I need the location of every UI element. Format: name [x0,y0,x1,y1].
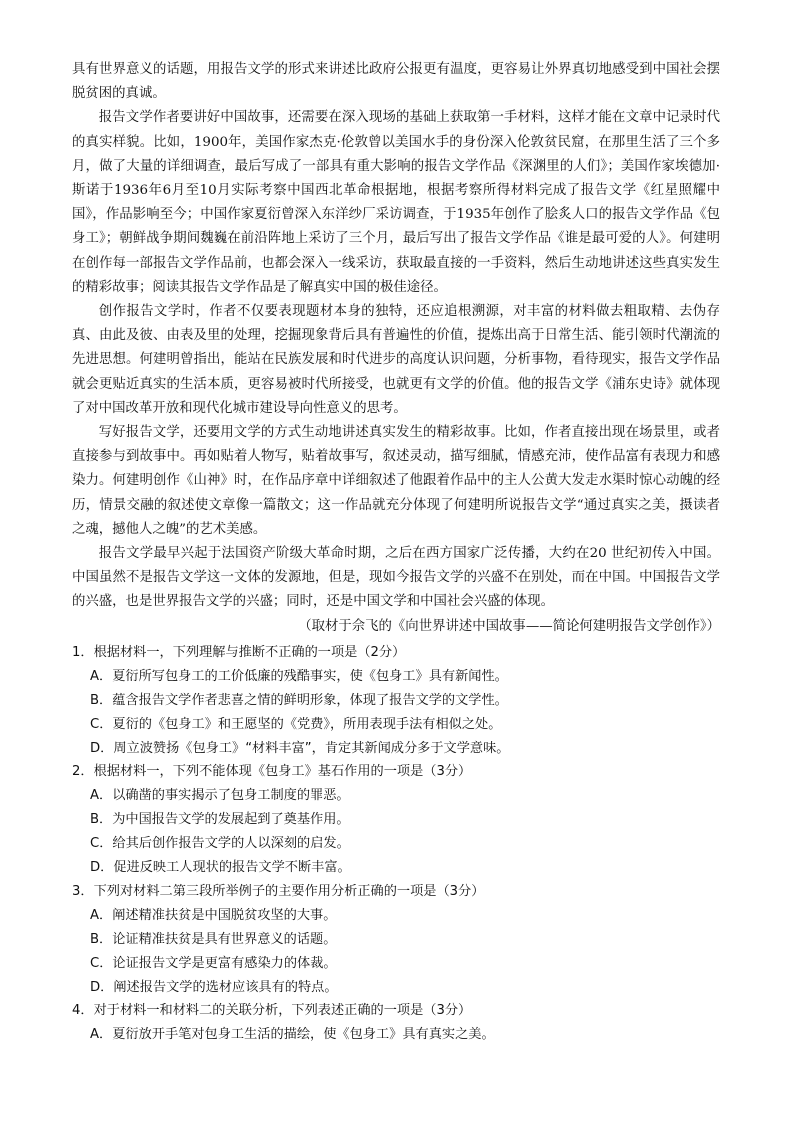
question-3 [72,880,720,1000]
option-c: C．给其后创作报告文学的人以深刻的启发。 [90,836,350,852]
option-a: A．以确凿的事实揭示了包身工制度的罪恶。 [90,788,350,804]
question-list [72,641,720,1047]
passage-paragraph-3: 创作报告文学时，作者不仅要表现题材本身的独特，还应追根溯源，对丰富的材料做去粗取精、去伪存真、由此及彼、由表及里的处理，挖掘现象背后具有普遍性的价值，提炼出高于日常生活、能引领时代潮流的先进思想。何建明曾指出，能站在民族发展和时代进步的高度认识问题，分析事物，看待现实，报告文学作品就会更贴近真实的生活本质，更容易被时代所接受，也就更有文学的价值。他的报告文学《浦东史诗》就体现了对中国改革开放和现代化城市建设导向性意义的思考。 [72,304,720,416]
option-c: C．论证报告文学是更富有感染力的体裁。 [90,955,337,971]
passage-source: （取材于佘飞的《向世界讲述中国故事——简论何建明报告文学创作》） [298,618,720,634]
option-b: B．论证精准扶贫是具有世界意义的话题。 [90,931,337,947]
question-stem: 2．根据材料一，下列不能体现《包身工》基石作用的一项是（3分） [72,764,472,780]
question-4 [72,999,720,1047]
option-d: D．周立波赞扬《包身工》“材料丰富”，肯定其新闻成分多于文学意味。 [90,740,510,756]
question-stem: 1．根据材料一，下列理解与推断不正确的一项是（2分） [72,644,406,660]
option-a: A．夏衍所写包身工的工价低廉的残酷事实，使《包身工》具有新闻性。 [90,668,508,684]
passage-paragraph-5: 报告文学最早兴起于法国资产阶级大革命时期，之后在西方国家广泛传播，大约在20 世纪初传入中国。中国虽然不是报告文学这一文体的发源地，但是，现如今报告文学的兴盛不在别处，而在中国。中国报告文学的兴盛，也是世界报告文学的兴盛；同时，还是中国文学和中国社会兴盛的体现。 [72,546,720,610]
question-1 [72,641,720,761]
passage-paragraph-4: 写好报告文学，还要用文学的方式生动地讲述真实发生的精彩故事。比如，作者直接出现在场景里，或者直接参与到故事中。再如贴着人物写，贴着故事写，叙述灵动，描写细腻，情感充沛，使作品富有表现力和感染力。何建明创作《山神》时，在作品序章中详细叙述了他跟着作品中的主人公黄大发走水渠时惊心动魄的经历，情景交融的叙述使文章像一篇散文；这一作品就充分体现了何建明所说报告文学“通过真实之美，摄读者之魂，撼他人之魄”的艺术美感。 [72,425,720,537]
exam-page [72,58,720,1047]
question-stem: 3．下列对材料二第三段所举例子的主要作用分析正确的一项是（3分） [72,883,485,899]
question-stem: 4．对于材料一和材料二的关联分析，下列表述正确的一项是（3分） [72,1003,472,1019]
option-b: B．为中国报告文学的发展起到了奠基作用。 [90,812,350,828]
option-a: A．阐述精准扶贫是中国脱贫攻坚的大事。 [90,907,337,923]
question-2 [72,760,720,880]
option-d: D．阐述报告文学的选材应该具有的特点。 [90,979,338,995]
option-c: C．夏衍的《包身工》和王愿坚的《党费》，所用表现手法有相似之处。 [90,716,502,732]
option-b: B．蕴含报告文学作者悲喜之情的鲜明形象，体现了报告文学的文学性。 [90,692,508,708]
passage-paragraph-2: 报告文学作者要讲好中国故事，还需要在深入现场的基础上获取第一手材料，这样才能在文章中记录时代的真实样貌。比如，1900年，美国作家杰克·伦敦曾以美国水手的身份深入伦敦贫民窟，在那里生活了三个多月，做了大量的详细调查，最后写成了一部具有重大影响的报告文学作品《深渊里的人们》；美国作家埃德加·斯诺于1936年6月至10月实际考察中国西北革命根据地，根据考察所得材料完成了报告文学《红星照耀中国》，作品影响至今；中国作家夏衍曾深入东洋纱厂采访调查，于1935年创作了脍炙人口的报告文学作品《包身工》；朝鲜战争期间魏巍在前沿阵地上采访了三个月，最后写出了报告文学作品《谁是最可爱的人》。何建明在创作每一部报告文学作品前，也都会深入一线采访，获取最直接的一手资料，然后生动地讲述这些真实发生的精彩故事；阅读其报告文学作品是了解真实中国的极佳途径。 [72,110,720,295]
option-a: A．夏衍放开手笔对包身工生活的描绘，使《包身工》具有真实之美。 [90,1027,495,1043]
passage-paragraph-1: 具有世界意义的话题，用报告文学的形式来讲述比政府公报更有温度，更容易让外界真切地感受到中国社会摆脱贫困的真诚。 [72,62,720,102]
option-d: D．促进反映工人现状的报告文学不断丰富。 [90,860,351,876]
